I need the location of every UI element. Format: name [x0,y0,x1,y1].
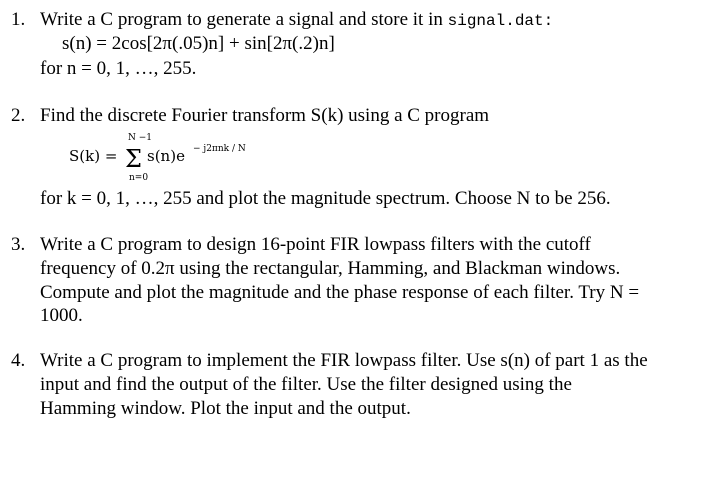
problem-3-line-3: Compute and plot the magnitude and the phase response of each filter. Try N = [40,282,640,303]
dft-formula-upper-limit: N −1 [128,133,153,143]
problem-4-line-2: input and find the output of the filter. Use the filter designed using the [40,374,572,395]
dft-formula [62,130,322,190]
problem-1-filename: signal.dat: [447,12,554,30]
problem-4-line-3: Hamming window. Plot the input and the output. [40,398,411,419]
problem-3-number: 3. [11,234,26,255]
dft-formula-sigma: Σ [125,145,142,173]
dft-formula-exponent: − j2πnk / N [193,144,246,154]
problem-2-line-2: for k = 0, 1, …, 255 and plot the magnitude spectrum. Choose N to be 256. [40,188,611,209]
problem-1-equation: s(n) = 2cos[2π(.05)n] + sin[2π(.2)n] [62,33,335,54]
dft-formula-lower-limit: n=0 [129,173,149,183]
problem-2-number: 2. [11,105,26,126]
problem-2-line-1: Find the discrete Fourier transform S(k) using a C program [40,105,490,126]
problem-1-range: for n = 0, 1, …, 255. [40,58,197,79]
problem-3-line-2: frequency of 0.2π using the rectangular, Hamming, and Blackman windows. [40,258,621,279]
problem-1-line-1 [40,9,553,32]
problem-1-text: Write a C program to generate a signal and store it in [40,9,443,30]
dft-formula-body: s(n)e [147,147,185,165]
dft-formula-lhs: S(k) = [69,147,118,165]
problem-4-number: 4. [11,350,26,371]
problem-4-line-1: Write a C program to implement the FIR lowpass filter. Use s(n) of part 1 as the [40,350,648,371]
problem-3-line-1: Write a C program to design 16-point FIR lowpass filters with the cutoff [40,234,591,255]
problem-3-line-4: 1000. [40,305,83,326]
problem-1-number: 1. [11,9,26,30]
